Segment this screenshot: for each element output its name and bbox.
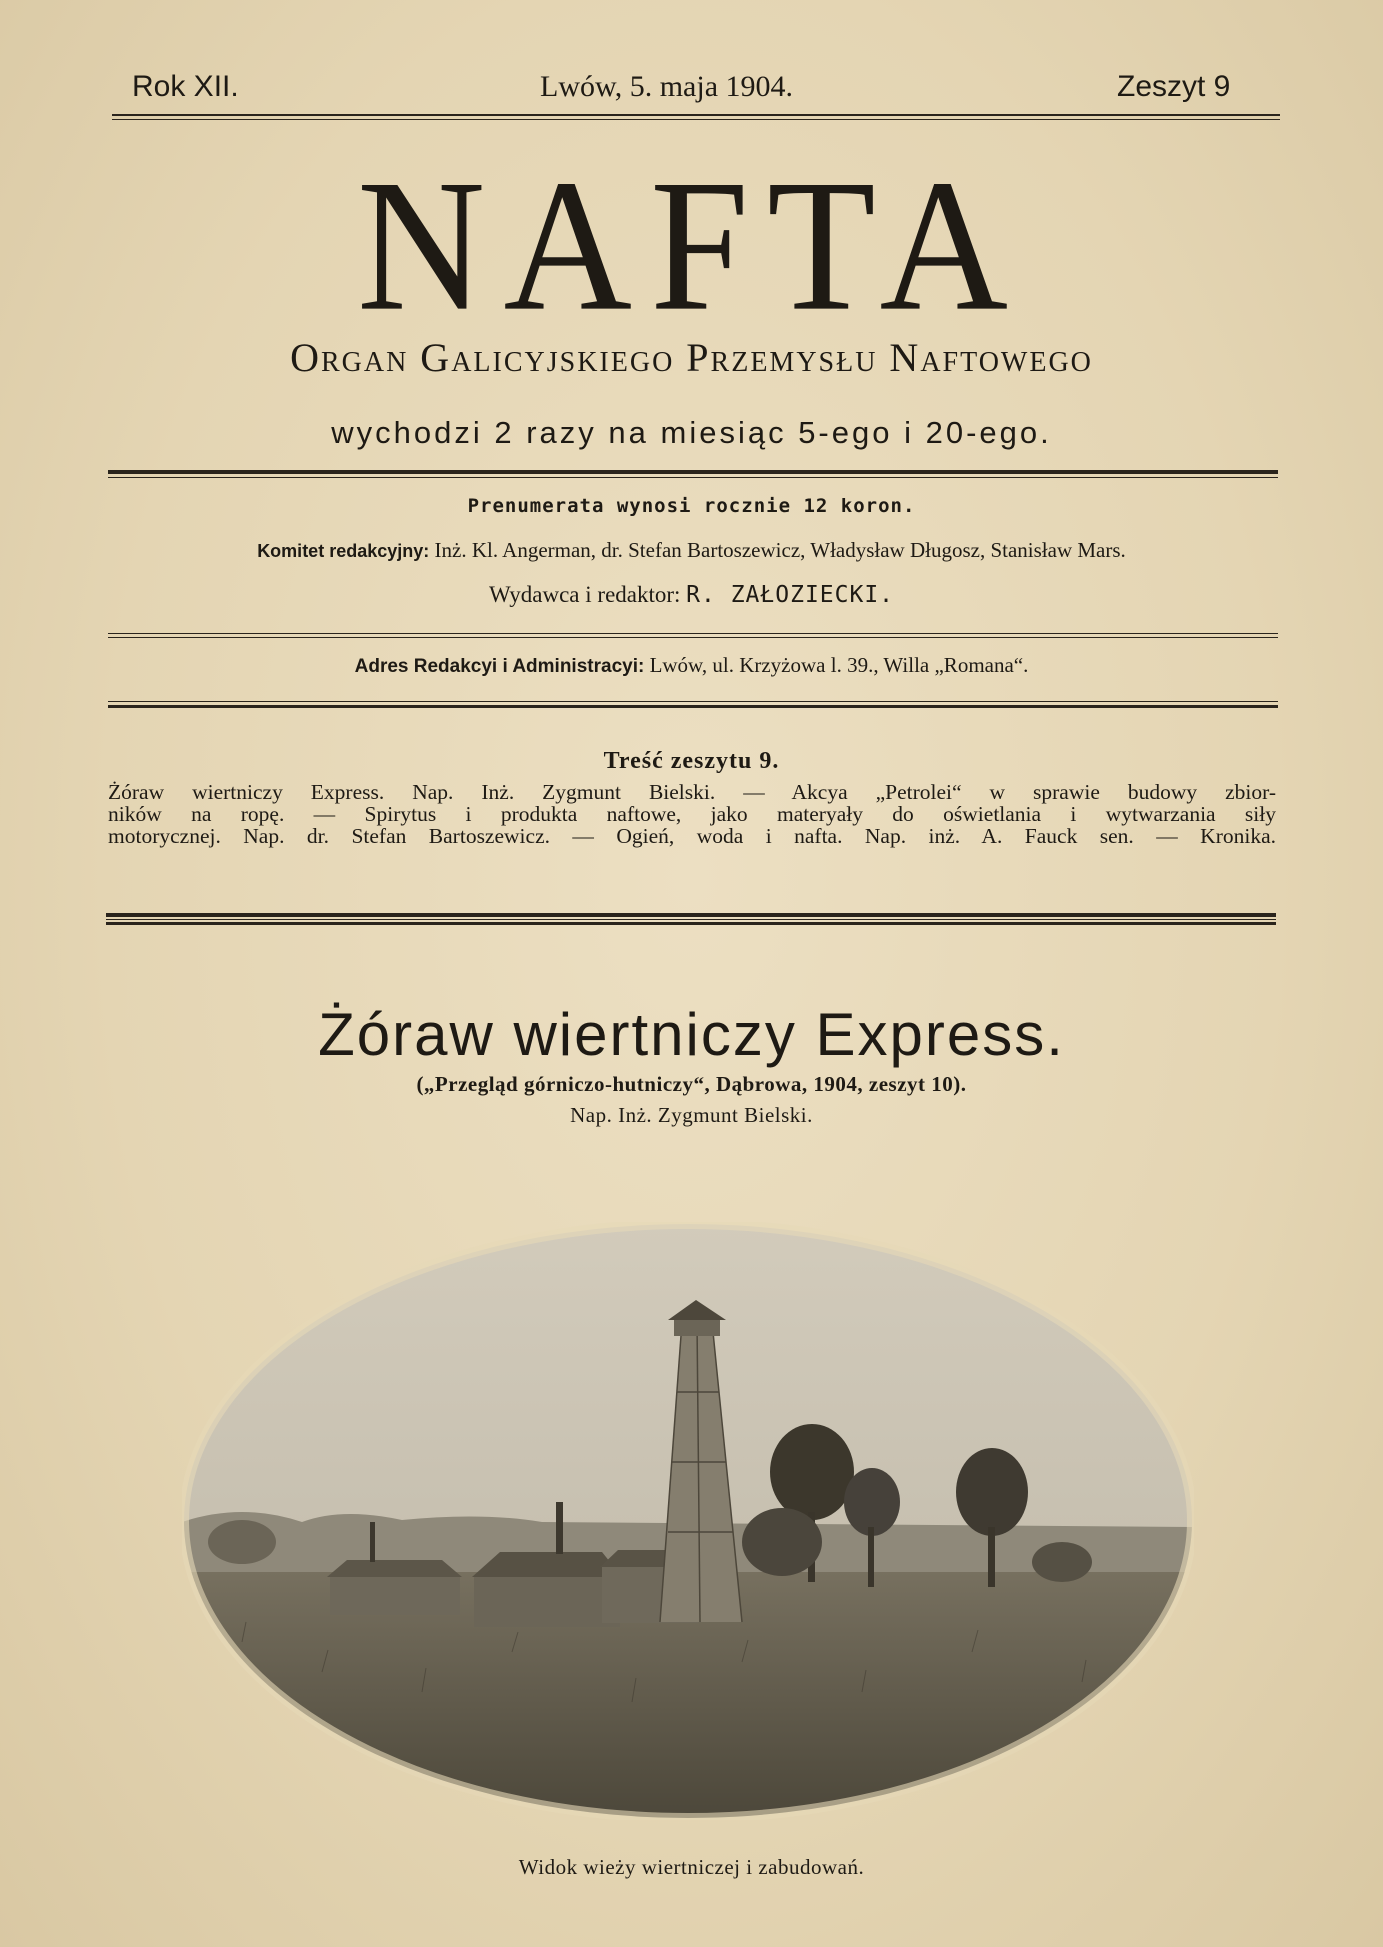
editorial-committee (0, 538, 1383, 563)
volume-label: Rok XII. (132, 70, 239, 103)
masthead-title: NAFTA (356, 140, 1027, 350)
publisher-label: Wydawca i redaktor: (488, 582, 681, 607)
subscription-price: Prenumerata wynosi rocznie 12 koron. (467, 495, 916, 517)
address-line (0, 653, 1383, 678)
address-label: Adres Redakcyi i Administracyi: (354, 656, 645, 677)
publication-frequency: wychodzi 2 razy na miesiąc 5-ego i 20-ego. (331, 415, 1052, 450)
drilling-tower-photo (182, 1222, 1194, 1820)
toc-line: Żóraw wiertniczy Express. Nap. Inż. Zygmunt Bielski. — Akcya „Petrolei“ w sprawie budowy zbior- (108, 780, 1276, 804)
article-author: Nap. Inż. Zygmunt Bielski. (570, 1103, 813, 1127)
toc-line: ników na ropę. — Spirytus i produkta naftowe, jako materyały do oświetlania i wytwarzania siły (108, 802, 1276, 826)
article-title: Żóraw wiertniczy Express. (318, 1001, 1065, 1068)
toc-rule-2 (106, 919, 1276, 920)
photo-caption: Widok wieży wiertniczej i zabudowań. (518, 1855, 865, 1879)
article-source: („Przegląd górniczo-hutniczy“, Dąbrowa, 1904, zeszyt 10). (416, 1072, 967, 1096)
toc-rule-3 (106, 922, 1276, 925)
address-rule-1 (108, 701, 1278, 702)
info-rule-1 (108, 633, 1278, 634)
masthead-rule-thin (108, 477, 1278, 478)
publisher-line (0, 582, 1383, 608)
address-rule-2 (108, 705, 1278, 708)
header-rule-2 (112, 119, 1280, 120)
toc-rule-1 (106, 913, 1276, 917)
publisher-name: R. ZAŁOZIECKI. (686, 582, 895, 608)
toc-body (108, 781, 1276, 847)
committee-label: Komitet redakcyjny: (257, 541, 430, 561)
committee-members: Inż. Kl. Angerman, dr. Stefan Bartoszewicz, Władysław Długosz, Stanisław Mars. (434, 538, 1126, 562)
header-rule-1 (112, 114, 1280, 116)
toc-line: motorycznej. Nap. dr. Stefan Bartoszewicz. — Ogień, woda i nafta. Nap. inż. A. Fauck sen. — Kronika. (108, 824, 1276, 848)
issue-number: Zeszyt 9 (1117, 70, 1231, 103)
place-date: Lwów, 5. maja 1904. (540, 70, 794, 103)
masthead-subtitle: Organ Galicyjskiego Przemysłu Naftowego (290, 335, 1093, 380)
masthead-rule-thick (108, 470, 1278, 474)
toc-title: Treść zeszytu 9. (603, 748, 780, 774)
address-value: Lwów, ul. Krzyżowa l. 39., Willa „Romana“. (649, 653, 1029, 677)
info-rule-2 (108, 637, 1278, 638)
